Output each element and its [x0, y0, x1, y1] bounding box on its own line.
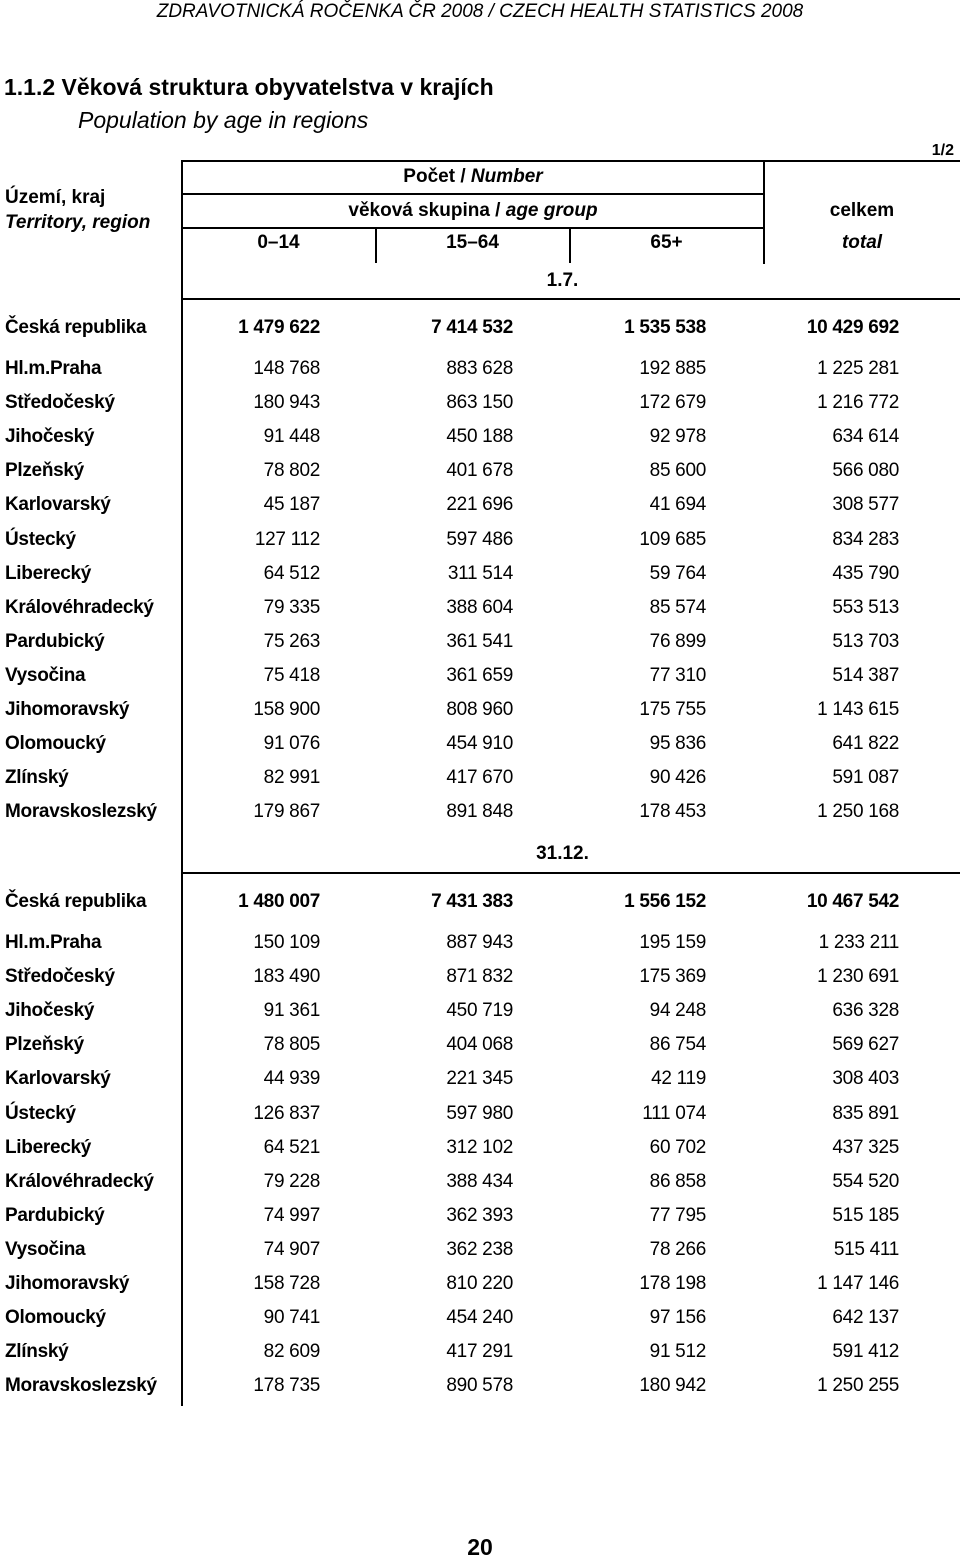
value-15-64: 361 659 — [446, 664, 513, 686]
value-0-14: 127 112 — [254, 528, 320, 550]
value-total: 437 325 — [832, 1136, 899, 1158]
value-15-64: 454 910 — [446, 733, 513, 755]
value-65plus: 195 159 — [639, 932, 706, 953]
value-total: 1 250 255 — [817, 1375, 899, 1397]
value-0-14: 180 943 — [253, 392, 320, 414]
region-name: Jihočeský — [5, 1000, 95, 1022]
value-0-14: 148 768 — [253, 358, 320, 379]
total-header-english: total — [841, 232, 883, 253]
section-date-label: 31.12. — [536, 843, 589, 864]
region-name: Středočeský — [5, 966, 115, 988]
value-15-64: 401 678 — [446, 460, 513, 482]
value-65plus: 97 156 — [649, 1307, 706, 1329]
value-65plus: 85 574 — [649, 596, 706, 618]
value-0-14: 44 939 — [263, 1068, 320, 1090]
value-0-14: 150 109 — [253, 932, 320, 953]
region-name: Jihočeský — [5, 426, 95, 448]
value-0-14: 91 361 — [263, 1000, 320, 1022]
table-row — [0, 1205, 960, 1239]
value-total: 308 403 — [832, 1068, 899, 1090]
value-total: 591 087 — [832, 767, 899, 789]
value-total: 641 822 — [832, 733, 899, 755]
value-15-64: 450 719 — [446, 1000, 513, 1022]
table-row — [0, 1103, 960, 1137]
value-0-14: 82 609 — [263, 1341, 320, 1363]
table-row — [0, 1239, 960, 1273]
page-number: 20 — [467, 1534, 493, 1560]
value-65plus: 95 836 — [649, 733, 706, 755]
region-name: Moravskoslezský — [5, 801, 157, 823]
value-15-64: 7 414 532 — [431, 317, 513, 338]
region-name: Plzeňský — [5, 460, 84, 482]
value-0-14: 178 735 — [253, 1375, 320, 1397]
region-name: Hl.m.Praha — [5, 358, 102, 379]
table-row — [0, 1171, 960, 1205]
table-row — [0, 358, 960, 392]
region-name: Vysočina — [5, 664, 86, 686]
age-col-0-14: 0–14 — [257, 232, 300, 253]
value-15-64: 311 514 — [447, 562, 513, 584]
value-15-64: 597 486 — [446, 528, 513, 550]
table-row — [0, 966, 960, 1000]
value-15-64: 7 431 383 — [431, 891, 513, 912]
region-name: Ústecký — [5, 1102, 76, 1124]
region-name: Česká republika — [5, 891, 147, 912]
table-row — [0, 1375, 960, 1409]
territory-header: Území, kraj — [5, 187, 106, 208]
table-row — [0, 1034, 960, 1068]
value-total: 634 614 — [832, 426, 899, 448]
value-total: 1 233 211 — [818, 932, 899, 953]
table-row — [0, 426, 960, 460]
value-total: 554 520 — [832, 1170, 899, 1192]
value-15-64: 871 832 — [446, 966, 513, 988]
region-name: Královéhradecký — [5, 1170, 154, 1192]
region-name: Pardubický — [5, 630, 105, 652]
value-0-14: 1 480 007 — [238, 891, 320, 912]
value-total: 513 703 — [832, 630, 899, 652]
table-row — [0, 1341, 960, 1375]
table-row — [0, 801, 960, 835]
header-top-rule — [182, 160, 960, 162]
region-name: Česká republika — [5, 317, 147, 338]
value-0-14: 82 991 — [263, 767, 320, 789]
value-65plus: 78 266 — [649, 1238, 706, 1260]
value-65plus: 109 685 — [639, 528, 706, 550]
table-row — [0, 1068, 960, 1102]
region-name: Liberecký — [5, 1136, 92, 1158]
value-total: 515 185 — [832, 1204, 899, 1226]
value-15-64: 221 696 — [446, 494, 513, 516]
section-date-label: 1.7. — [546, 270, 579, 291]
value-15-64: 388 604 — [446, 596, 513, 618]
value-15-64: 887 943 — [446, 932, 513, 953]
value-total: 1 230 691 — [817, 966, 899, 988]
region-name: Vysočina — [5, 1238, 86, 1260]
value-65plus: 90 426 — [649, 767, 706, 789]
value-15-64: 404 068 — [446, 1034, 513, 1056]
value-65plus: 86 754 — [649, 1034, 706, 1056]
value-0-14: 78 802 — [263, 460, 320, 482]
table-row — [0, 1137, 960, 1171]
value-0-14: 75 418 — [263, 664, 320, 686]
value-65plus: 192 885 — [639, 358, 706, 379]
age-col-15-64: 15–64 — [446, 232, 499, 253]
value-65plus: 94 248 — [649, 1000, 706, 1022]
region-name: Jihomoravský — [5, 699, 130, 720]
value-65plus: 178 198 — [639, 1273, 706, 1294]
total-header: celkem — [829, 200, 895, 221]
region-name: Hl.m.Praha — [5, 932, 102, 953]
value-0-14: 64 521 — [263, 1136, 320, 1158]
value-65plus: 1 556 152 — [624, 891, 706, 912]
table-row — [0, 665, 960, 699]
table-row-total — [0, 891, 960, 925]
value-total: 834 283 — [832, 528, 899, 550]
region-name: Středočeský — [5, 392, 115, 414]
value-0-14: 179 867 — [253, 801, 320, 823]
value-total: 515 411 — [833, 1238, 899, 1260]
value-65plus: 172 679 — [639, 392, 706, 414]
region-name: Zlínský — [5, 1341, 69, 1363]
value-0-14: 75 263 — [263, 630, 320, 652]
region-name: Olomoucký — [5, 733, 106, 755]
value-65plus: 1 535 538 — [624, 317, 706, 338]
value-total: 1 147 146 — [817, 1273, 899, 1294]
section-rule-1 — [182, 872, 960, 874]
value-65plus: 42 119 — [651, 1068, 706, 1090]
value-0-14: 183 490 — [253, 966, 320, 988]
table-row — [0, 529, 960, 563]
table-row — [0, 392, 960, 426]
value-0-14: 64 512 — [263, 562, 320, 584]
value-15-64: 362 238 — [446, 1238, 513, 1260]
value-total: 1 250 168 — [817, 801, 899, 823]
value-total: 636 328 — [832, 1000, 899, 1022]
value-total: 566 080 — [832, 460, 899, 482]
region-name: Olomoucký — [5, 1307, 106, 1329]
value-65plus: 180 942 — [639, 1375, 706, 1397]
table-title-english: Population by age in regions — [78, 107, 369, 133]
table-row — [0, 932, 960, 966]
value-total: 308 577 — [832, 494, 899, 516]
value-total: 10 429 692 — [806, 317, 899, 338]
value-65plus: 91 512 — [649, 1341, 706, 1363]
value-total: 10 467 542 — [806, 891, 899, 912]
value-total: 1 143 615 — [817, 699, 899, 720]
value-65plus: 77 310 — [649, 664, 706, 686]
territory-header-english: Territory, region — [5, 212, 151, 233]
value-15-64: 890 578 — [446, 1375, 513, 1397]
table-part-indicator: 1/2 — [931, 142, 954, 159]
value-total: 435 790 — [832, 562, 899, 584]
value-total: 1 216 772 — [817, 392, 899, 414]
region-name: Moravskoslezský — [5, 1375, 157, 1397]
table-row — [0, 733, 960, 767]
value-0-14: 74 907 — [263, 1238, 320, 1260]
table-row — [0, 767, 960, 801]
value-65plus: 76 899 — [649, 630, 706, 652]
value-65plus: 92 978 — [649, 426, 706, 448]
value-65plus: 59 764 — [649, 562, 706, 584]
value-15-64: 810 220 — [446, 1273, 513, 1294]
count-header: Počet / Number — [403, 166, 543, 187]
table-row — [0, 563, 960, 597]
header-bottom-rule — [182, 298, 960, 300]
value-total: 553 513 — [832, 596, 899, 618]
value-0-14: 91 076 — [263, 733, 320, 755]
value-15-64: 808 960 — [446, 699, 513, 720]
region-name: Ústecký — [5, 528, 76, 550]
value-15-64: 361 541 — [446, 630, 513, 652]
value-0-14: 126 837 — [253, 1102, 320, 1124]
agecols-top-rule — [182, 227, 764, 229]
value-15-64: 597 980 — [446, 1102, 513, 1124]
region-name: Plzeňský — [5, 1034, 84, 1056]
table-row — [0, 1273, 960, 1307]
value-65plus: 175 755 — [639, 699, 706, 720]
table-row — [0, 1000, 960, 1034]
value-65plus: 178 453 — [639, 801, 706, 823]
table-row — [0, 1307, 960, 1341]
value-total: 1 225 281 — [817, 358, 899, 379]
value-65plus: 86 858 — [649, 1170, 706, 1192]
running-header: ZDRAVOTNICKÁ ROČENKA ČR 2008 / CZECH HEALTH STATISTICS 2008 — [156, 1, 804, 22]
value-15-64: 450 188 — [446, 426, 513, 448]
value-total: 514 387 — [832, 664, 899, 686]
value-15-64: 863 150 — [446, 392, 513, 414]
region-name: Zlínský — [5, 767, 69, 789]
value-15-64: 312 102 — [446, 1136, 513, 1158]
value-0-14: 1 479 622 — [238, 317, 320, 338]
value-15-64: 454 240 — [446, 1307, 513, 1329]
table-row — [0, 494, 960, 528]
table-row — [0, 631, 960, 665]
value-total: 835 891 — [832, 1102, 899, 1124]
value-65plus: 85 600 — [649, 460, 706, 482]
value-65plus: 175 369 — [639, 966, 706, 988]
value-15-64: 883 628 — [446, 358, 513, 379]
value-15-64: 417 670 — [446, 767, 513, 789]
value-total: 569 627 — [832, 1034, 899, 1056]
table-row-total — [0, 317, 960, 351]
value-total: 642 137 — [832, 1307, 899, 1329]
table-row — [0, 699, 960, 733]
region-name: Pardubický — [5, 1204, 105, 1226]
value-65plus: 60 702 — [649, 1136, 706, 1158]
region-name: Jihomoravský — [5, 1273, 130, 1294]
table-title-czech: 1.1.2 Věková struktura obyvatelstva v krajích — [4, 74, 494, 100]
value-0-14: 74 997 — [263, 1204, 320, 1226]
value-15-64: 417 291 — [446, 1341, 513, 1363]
value-0-14: 79 228 — [263, 1170, 320, 1192]
value-15-64: 362 393 — [446, 1204, 513, 1226]
region-name: Karlovarský — [5, 1068, 111, 1090]
table-row — [0, 460, 960, 494]
value-0-14: 45 187 — [263, 494, 320, 516]
value-0-14: 91 448 — [263, 426, 320, 448]
value-65plus: 77 795 — [649, 1204, 706, 1226]
agegroup-top-rule — [182, 193, 764, 195]
age-col-65plus: 65+ — [650, 232, 683, 253]
age-group-header: věková skupina / age group — [348, 200, 598, 221]
value-0-14: 158 900 — [253, 699, 320, 720]
table-row — [0, 597, 960, 631]
value-15-64: 221 345 — [446, 1068, 513, 1090]
value-15-64: 891 848 — [446, 801, 513, 823]
value-0-14: 79 335 — [263, 596, 320, 618]
value-0-14: 90 741 — [263, 1307, 320, 1329]
value-0-14: 158 728 — [253, 1273, 320, 1294]
value-65plus: 41 694 — [649, 494, 706, 516]
value-15-64: 388 434 — [446, 1170, 513, 1192]
value-0-14: 78 805 — [263, 1034, 320, 1056]
region-name: Královéhradecký — [5, 596, 154, 618]
region-name: Liberecký — [5, 562, 92, 584]
value-65plus: 111 074 — [642, 1102, 706, 1124]
value-total: 591 412 — [832, 1341, 899, 1363]
region-name: Karlovarský — [5, 494, 111, 516]
